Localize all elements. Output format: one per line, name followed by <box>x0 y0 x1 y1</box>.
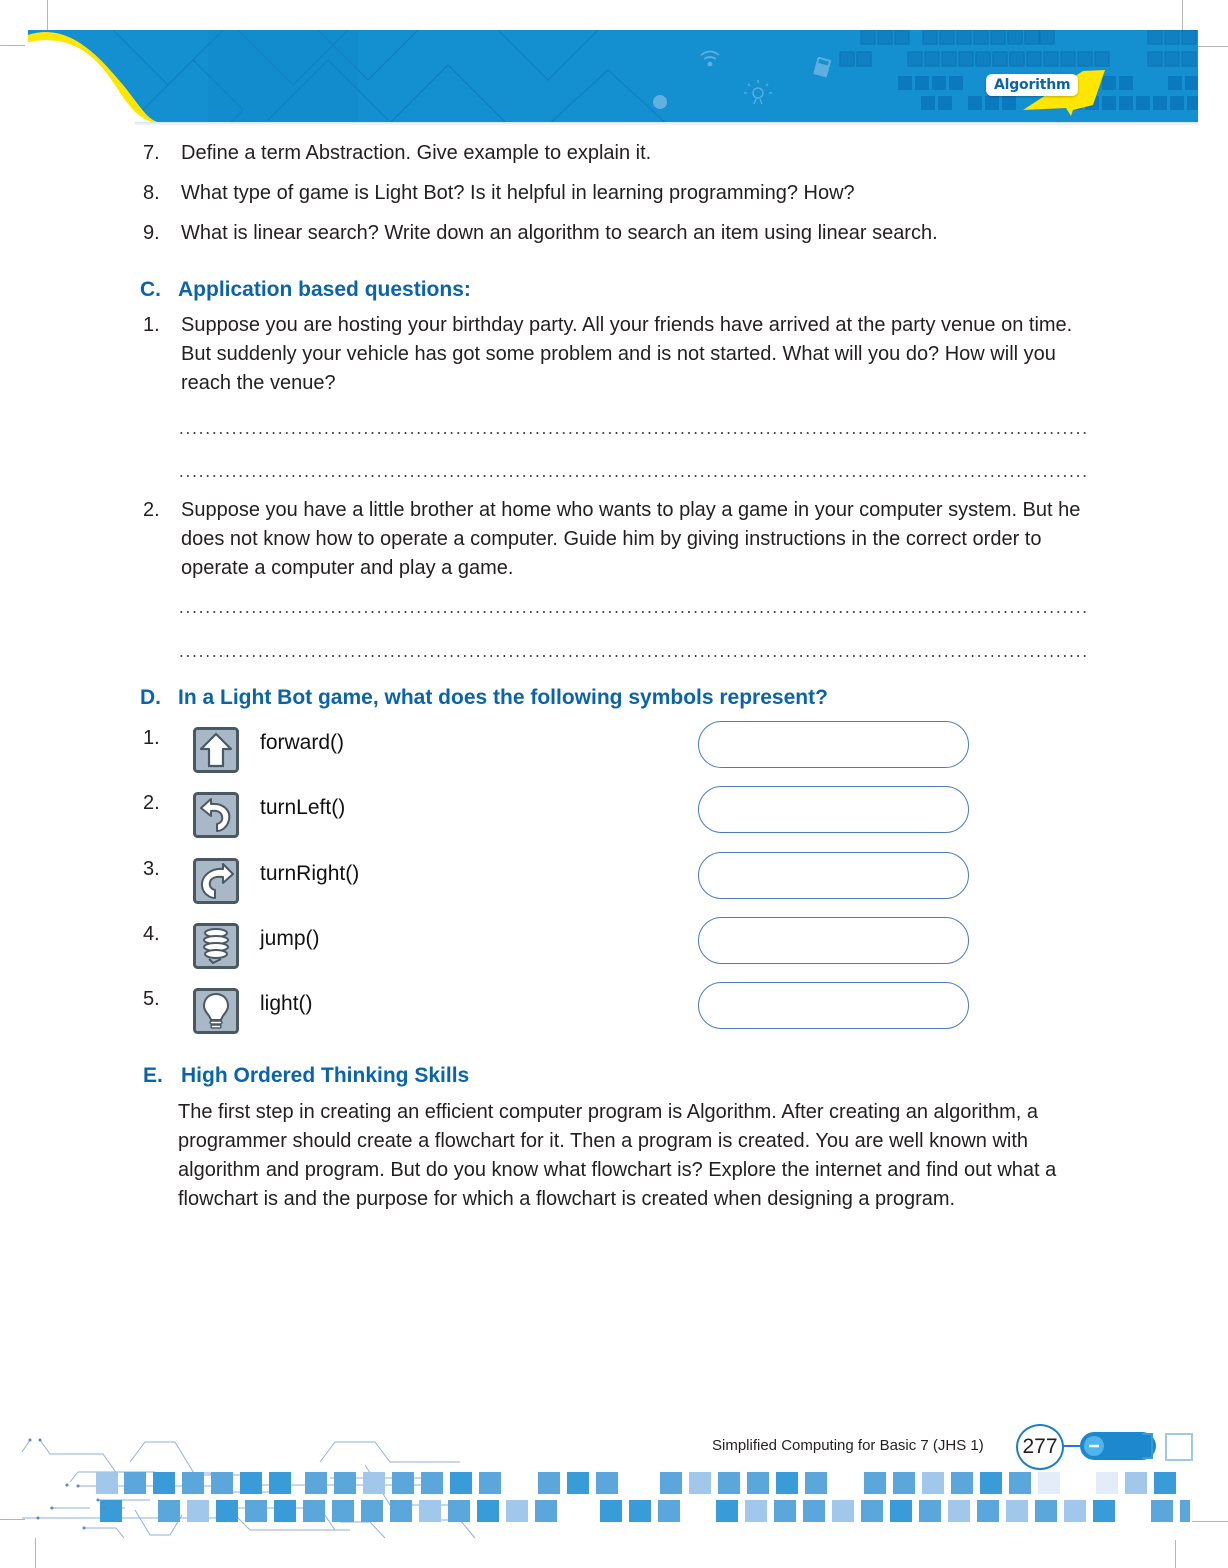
question-text: What type of game is Light Bot? Is it helpful in learning programming? How? <box>181 182 855 204</box>
section-letter: D. <box>140 686 161 709</box>
section-e-heading <box>143 1064 743 1092</box>
globe-icon <box>653 95 667 109</box>
page-number: 277 <box>1016 1424 1064 1470</box>
question-text: Suppose you have a little brother at home who wants to play a game in your computer system. But he does not know how to operate a computer. Guide him by giving instructions in the correct order to operate a computer and play a game. <box>181 499 1081 579</box>
turn-left-icon <box>193 792 239 838</box>
item-number: 4. <box>143 923 160 945</box>
answer-line[interactable] <box>178 432 1088 434</box>
question-item <box>143 179 1103 208</box>
lightbot-item <box>143 923 973 969</box>
lightbot-item <box>143 858 973 904</box>
answer-line[interactable] <box>178 655 1088 657</box>
section-letter: E. <box>143 1064 163 1087</box>
hots-paragraph <box>178 1098 1098 1248</box>
question-number: 2. <box>143 499 160 521</box>
lightbot-item <box>143 988 973 1034</box>
chapter-tag: Algorithm <box>986 74 1078 96</box>
question-number: 8. <box>143 182 160 204</box>
question-text: What is linear search? Write down an algorithm to search an item using linear search. <box>181 222 938 244</box>
section-c-heading <box>140 278 740 306</box>
section-d-heading <box>140 686 1040 714</box>
light-bulb-icon <box>193 988 239 1034</box>
question-text: Define a term Abstraction. Give example to explain it. <box>181 142 652 164</box>
answer-line[interactable] <box>178 611 1088 613</box>
lightbot-item <box>143 792 973 838</box>
question-number: 9. <box>143 222 160 244</box>
answer-line[interactable] <box>178 475 1088 477</box>
section-title: Application based questions: <box>178 278 471 301</box>
crop-mark <box>35 1538 36 1568</box>
item-number: 3. <box>143 858 160 880</box>
question-text: Suppose you are hosting your birthday party. All your friends have arrived at the party venue on time. But suddenly your vehicle has got some problem and is not started. What will you do? How will you reach the venue? <box>181 314 1073 394</box>
answer-box[interactable] <box>698 852 969 899</box>
crop-mark <box>1175 1540 1176 1568</box>
turn-right-icon <box>193 858 239 904</box>
section-title: High Ordered Thinking Skills <box>181 1064 470 1087</box>
command-label: turnLeft() <box>260 796 346 819</box>
crop-mark <box>47 0 48 30</box>
crop-mark <box>1182 0 1183 30</box>
answer-box[interactable] <box>698 917 969 964</box>
command-label: forward() <box>260 731 345 754</box>
section-letter: C. <box>140 278 161 301</box>
lightbot-item <box>143 727 973 773</box>
command-label: turnRight() <box>260 862 360 885</box>
command-label: jump() <box>260 927 320 950</box>
question-number: 1. <box>143 314 160 336</box>
answer-box[interactable] <box>698 982 969 1029</box>
item-number: 1. <box>143 727 160 749</box>
question-number: 7. <box>143 142 160 164</box>
spring-jump-icon <box>193 923 239 969</box>
paragraph-text: The first step in creating an efficient computer program is Algorithm. After creating an algorithm, a programmer should create a flowchart for it. Then a program is created. You are well known with algorithm and program. But do you know what flowchart is? Explore the internet and find out what a flowchart is and the purpose for which a flowchart is created when designing a program. <box>178 1101 1057 1210</box>
forward-arrow-icon <box>193 727 239 773</box>
item-number: 5. <box>143 988 160 1010</box>
section-title: In a Light Bot game, what does the following symbols represent? <box>178 686 828 709</box>
banner-shadow <box>135 122 1198 126</box>
item-number: 2. <box>143 792 160 814</box>
question-item <box>143 311 1103 401</box>
circuit-decoration <box>0 1420 1228 1540</box>
crop-mark <box>0 45 25 46</box>
question-item <box>143 219 1103 248</box>
command-label: light() <box>260 992 313 1015</box>
answer-box[interactable] <box>698 721 969 768</box>
crop-mark <box>1198 46 1228 47</box>
question-item <box>143 496 1103 586</box>
question-item <box>143 139 1103 168</box>
book-title: Simplified Computing for Basic 7 (JHS 1) <box>712 1437 984 1454</box>
answer-box[interactable] <box>698 786 969 833</box>
